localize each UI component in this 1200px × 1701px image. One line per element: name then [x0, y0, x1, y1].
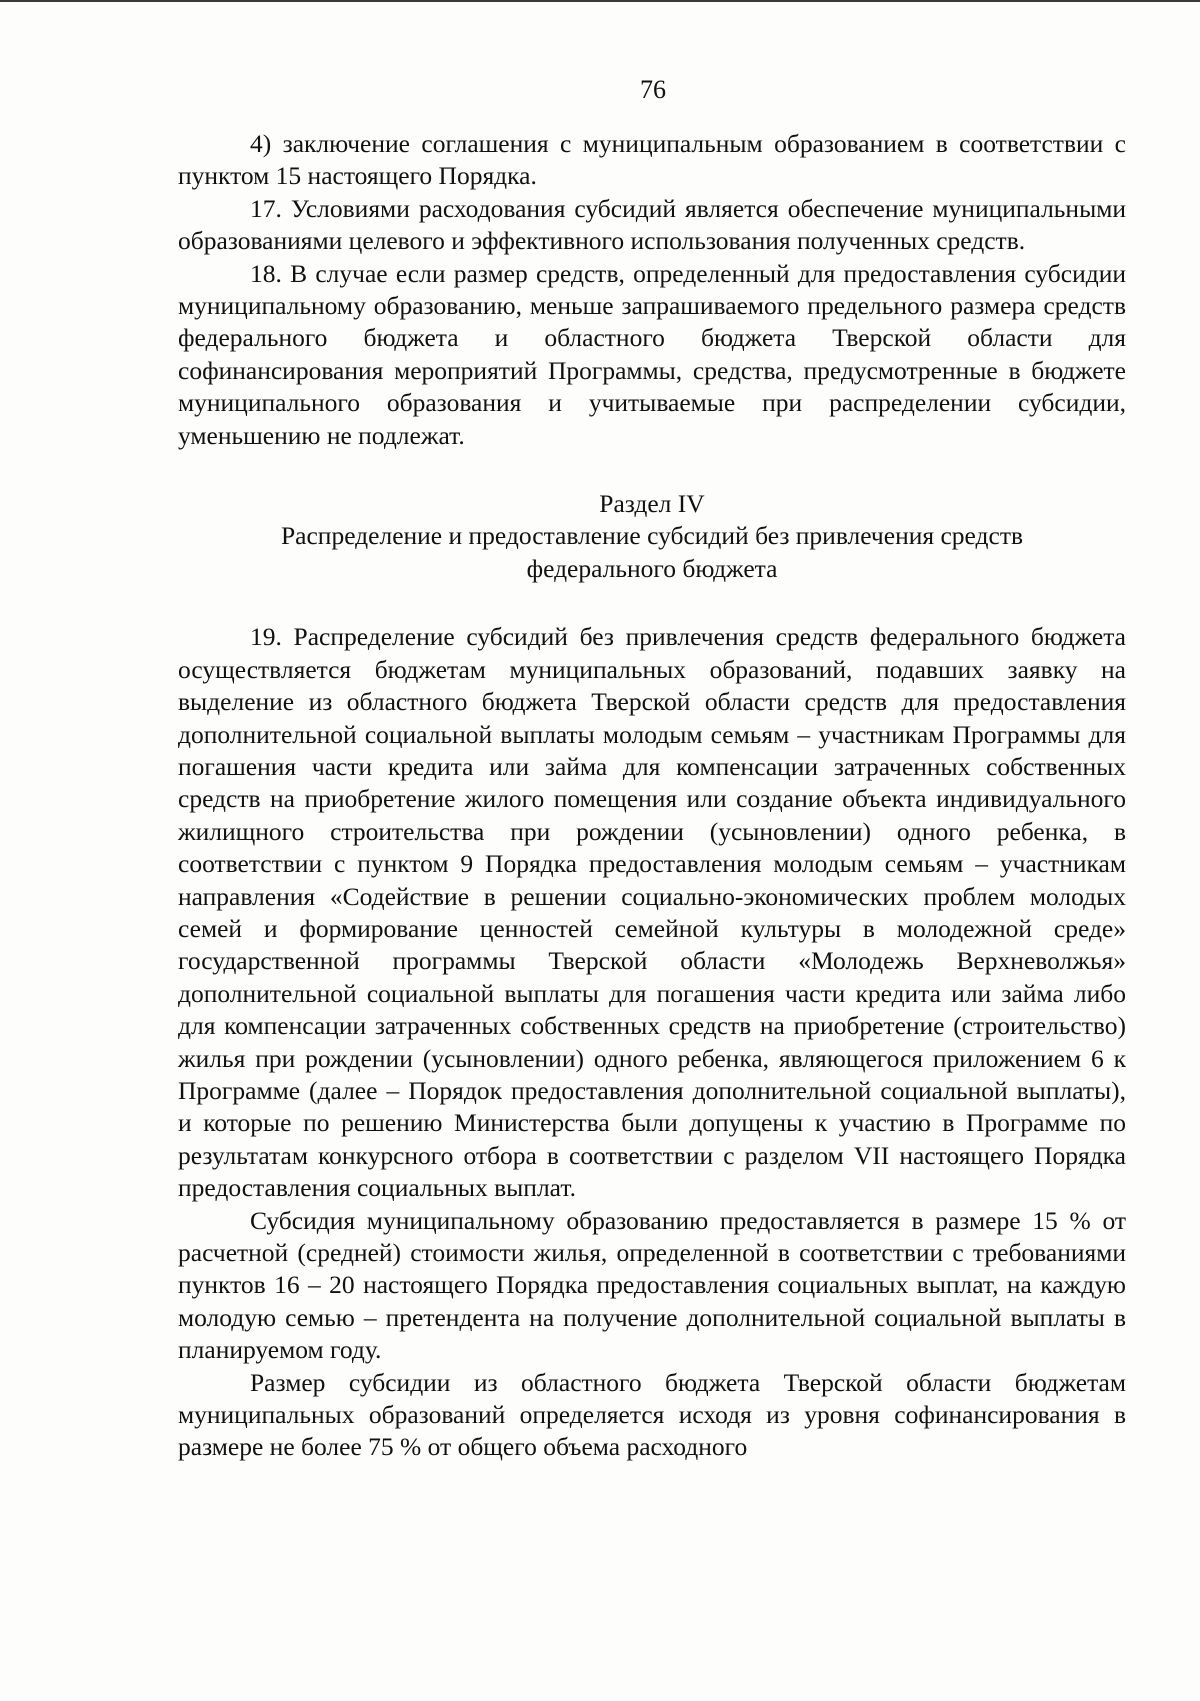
section-heading [178, 488, 1126, 585]
paragraph-item-4: 4) заключение соглашения с муниципальным образованием в соответствии с пунктом 15 настоящего Порядка. [178, 129, 1126, 191]
section-label: Раздел IV [599, 489, 705, 519]
page-top-edge [0, 0, 1200, 2]
page-number: 76 [640, 75, 666, 104]
paragraph-subsidy-amount: Размер субсидии из областного бюджета Тверской области бюджетам муниципальных образований определяется исходя из уровня софинансирования в размере не более 75 % от общего объема расходного [178, 1367, 1126, 1462]
paragraph-19: 19. Распределение субсидий без привлечения средств федерального бюджета осуществляется бюджетам муниципальных образований, подавших заявку на выделение из областного бюджета Тверской области средств для предоставления дополнительной социальной выплаты молодым семьям – участникам Программы для погашения части кредита или займа для компенсации затраченных собственных средств на приобретение жилого помещения или создание объекта индивидуального жилищного строительства при рождении (усыновлении) одного ребенка, в соответствии с пунктом 9 Порядка предоставления молодым семьям – участникам направления «Содействие в решении социально-экономических проблем молодых семей и формирование ценностей семейной культуры в молодежной среде» государственной программы Тверской области «Молодежь Верхневолжья» дополнительной социальной выплаты для погашения части кредита или займа либо для компенсации затраченных собственных средств на приобретение (строительство) жилья при рождении (усыновлении) одного ребенка, являющегося приложением 6 к Программе (далее – Порядок предоставления дополнительной социальной выплаты), и которые по решению Министерства были допущены к участию в Программе по результатам конкурсного отбора в соответствии с разделом VII настоящего Порядка предоставления социальных выплат. [178, 622, 1126, 1203]
document-body [178, 128, 1126, 1464]
section-title-line-1: Распределение и предоставление субсидий без привлечения средств [280, 521, 1023, 551]
paragraph-subsidy-size: Субсидия муниципальному образованию предоставляется в размере 15 % от расчетной (средней) стоимости жилья, определенной в соответствии с требованиями пунктов 16 – 20 настоящего Порядка предоставления социальных выплат, на каждую молодую семью – претендента на получение дополнительной социальной выплаты в планируемом году. [178, 1205, 1126, 1365]
paragraph-17: 17. Условиями расходования субсидий является обеспечение муниципальными образованиями целевого и эффективного использования полученных средств. [178, 193, 1126, 256]
paragraph-18: 18. В случае если размер средств, определенный для предоставления субсидии муниципальному образованию, меньше запрашиваемого предельного размера средств федерального бюджета и областного бюджета Тверской области для софинансирования мероприятий Программы, средства, предусмотренные в бюджете муниципального образования и учитываемые при распределении субсидии, уменьшению не подлежат. [178, 258, 1126, 450]
section-title-line-2: федерального бюджета [526, 553, 778, 583]
